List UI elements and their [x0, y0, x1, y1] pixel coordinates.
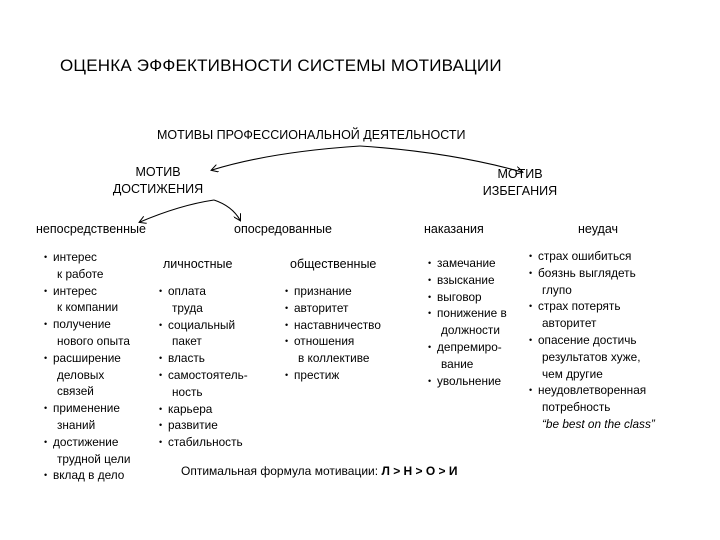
- list-item: [428, 339, 536, 373]
- list-item-line: • достижение: [53, 434, 119, 449]
- list-item: [44, 434, 154, 468]
- social-label: общественные: [290, 257, 377, 271]
- list-item-line: • оплата: [168, 284, 206, 298]
- punishment-list: [428, 255, 536, 389]
- list-item-line: труда: [172, 300, 203, 315]
- list-item-line: авторитет: [542, 316, 597, 331]
- achievement-motive-node: [96, 164, 220, 198]
- list-item-line: • неудовлетворенная: [538, 383, 647, 398]
- list-item: [44, 350, 154, 400]
- list-item-line: знаний: [57, 417, 96, 432]
- list-item: [44, 467, 154, 484]
- list-item-line: • самостоятель-: [168, 367, 248, 382]
- list-item-line: • власть: [168, 351, 205, 366]
- list-item-line: • развитие: [168, 418, 218, 433]
- list-item-line: • выговор: [437, 289, 482, 304]
- list-item-line: • замечание: [437, 256, 496, 270]
- list-item-line: результатов хуже,: [542, 349, 641, 364]
- list-item-line: • депремиро-: [437, 339, 502, 354]
- list-item-line: “be best on the class”: [542, 416, 655, 431]
- list-item: [159, 317, 279, 351]
- list-item-line: к работе: [57, 266, 104, 281]
- list-item: [428, 305, 536, 339]
- page-title: ОЦЕНКА ЭФФЕКТИВНОСТИ СИСТЕМЫ МОТИВАЦИИ: [60, 56, 502, 75]
- list-item: [428, 272, 536, 289]
- list-item-line: • опасение достичь: [538, 332, 637, 347]
- list-item: [529, 248, 679, 265]
- list-item: [44, 249, 154, 283]
- root-node: МОТИВЫ ПРОФЕССИОНАЛЬНОЙ ДЕЯТЕЛЬНОСТИ: [157, 128, 466, 142]
- list-item-line: • отношения: [294, 334, 355, 349]
- list-item-line: к компании: [57, 300, 119, 315]
- list-item: [285, 283, 415, 300]
- list-item-line: вание: [441, 356, 474, 371]
- list-item: [529, 332, 679, 382]
- list-item: [285, 317, 415, 334]
- list-item: [285, 333, 415, 367]
- list-item: [285, 300, 415, 317]
- achievement-line1: МОТИВ: [135, 165, 181, 179]
- list-item: [285, 367, 415, 384]
- list-item-line: • страх потерять: [538, 299, 621, 314]
- list-item: [529, 265, 679, 299]
- failure-list: [529, 248, 679, 433]
- list-item-line: нового опыта: [57, 333, 130, 348]
- list-item-line: • социальный: [168, 317, 236, 332]
- list-item-line: должности: [441, 323, 500, 338]
- list-item: [428, 255, 536, 272]
- formula-label: Оптимальная формула мотивации:: [181, 464, 379, 478]
- list-item-line: пакет: [172, 334, 202, 349]
- list-item: [159, 350, 279, 367]
- list-item: [159, 283, 279, 317]
- list-item: [529, 298, 679, 332]
- list-item-line: в коллективе: [298, 351, 370, 366]
- list-item-line: ность: [172, 384, 203, 399]
- arrow-achievement-to-mediated: [214, 200, 240, 220]
- list-item: [44, 316, 154, 350]
- list-item-line: • применение: [53, 401, 120, 416]
- list-item: [44, 400, 154, 434]
- avoidance-line1: МОТИВ: [497, 167, 543, 181]
- list-item-line: • получение: [53, 317, 111, 332]
- list-item: [428, 373, 536, 390]
- avoidance-motive-node: [458, 166, 582, 200]
- list-item-line: глупо: [542, 282, 572, 297]
- direct-label: непосредственные: [36, 222, 146, 236]
- achievement-line2: ДОСТИЖЕНИЯ: [112, 182, 204, 196]
- list-item-line: трудной цели: [57, 451, 131, 466]
- list-item-line: • престиж: [294, 367, 340, 382]
- arrow-achievement-to-direct: [140, 200, 214, 222]
- list-item-line: • авторитет: [294, 300, 349, 315]
- list-item: [159, 401, 279, 418]
- social-list: [285, 283, 415, 384]
- formula-value: Л > Н > О > И: [381, 464, 458, 478]
- personal-label: личностные: [163, 257, 233, 271]
- list-item-line: потребность: [542, 400, 611, 415]
- list-item-line: чем другие: [542, 366, 603, 381]
- list-item-line: • интерес: [53, 250, 97, 264]
- personal-list: [159, 283, 279, 451]
- list-item: [529, 382, 679, 432]
- direct-list: [44, 249, 154, 484]
- list-item-line: • взыскание: [437, 272, 495, 287]
- list-item-line: деловых: [57, 367, 105, 382]
- list-item: [428, 289, 536, 306]
- list-item-line: связей: [57, 384, 94, 399]
- list-item-line: • вклад в дело: [53, 468, 125, 483]
- avoidance-line2: ИЗБЕГАНИЯ: [482, 184, 558, 198]
- list-item-line: • интерес: [53, 283, 97, 298]
- list-item-line: • стабильность: [168, 435, 243, 450]
- list-item: [44, 283, 154, 317]
- punishment-label: наказания: [424, 222, 484, 236]
- list-item-line: • наставничество: [294, 317, 381, 332]
- list-item-line: • увольнение: [437, 373, 502, 388]
- list-item-line: • страх ошибиться: [538, 249, 632, 263]
- list-item-line: • боязнь выглядеть: [538, 265, 636, 280]
- list-item-line: • карьера: [168, 401, 213, 416]
- mediated-label: опосредованные: [234, 222, 332, 236]
- list-item: [159, 417, 279, 434]
- failure-label: неудач: [578, 222, 619, 236]
- list-item-line: • расширение: [53, 350, 121, 365]
- list-item-line: • понижение в: [437, 306, 507, 321]
- list-item-line: • признание: [294, 284, 352, 298]
- list-item: [159, 367, 279, 401]
- arrow-root-to-achievement: [212, 146, 360, 170]
- list-item: [159, 434, 279, 451]
- formula: [181, 464, 458, 478]
